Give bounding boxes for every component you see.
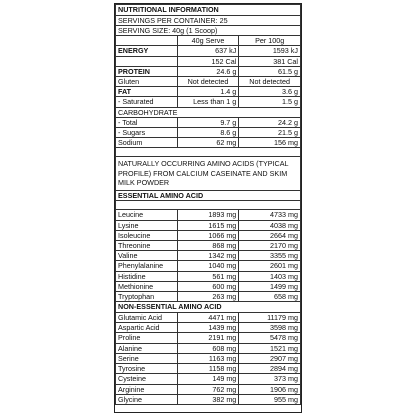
amino-acid-100g-value: 1906 mg — [239, 384, 301, 394]
nutrient-label: Gluten — [116, 77, 178, 87]
amino-acid-label: Threonine — [116, 241, 178, 251]
carbohydrate-serve-value: 8.6 g — [177, 128, 239, 138]
amino-acid-100g-value: 373 mg — [239, 374, 301, 384]
column-header-serve: 40g Serve — [177, 36, 239, 46]
carbohydrate-row — [116, 117, 301, 127]
amino-acid-100g-value: 11179 mg — [239, 313, 301, 323]
amino-acid-label: Tryptophan — [116, 292, 178, 302]
non-essential-amino-row — [116, 394, 301, 404]
amino-acid-label: Serine — [116, 353, 178, 363]
amino-acid-serve-value: 868 mg — [177, 241, 239, 251]
amino-acid-100g-value: 955 mg — [239, 394, 301, 404]
spacer-cell — [116, 201, 301, 210]
amino-acid-100g-value: 658 mg — [239, 292, 301, 302]
amino-acid-100g-value: 3598 mg — [239, 323, 301, 333]
carbohydrate-label: - Sugars — [116, 128, 178, 138]
amino-acid-label: Aspartic Acid — [116, 323, 178, 333]
spacer-cell — [116, 148, 301, 157]
non-essential-amino-row — [116, 353, 301, 363]
nutrient-serve-value: 637 kJ — [177, 46, 239, 56]
amino-acid-label: Histidine — [116, 271, 178, 281]
essential-amino-row — [116, 281, 301, 291]
amino-acid-label: Leucine — [116, 210, 178, 220]
column-header-100g: Per 100g — [239, 36, 301, 46]
amino-acid-100g-value: 3355 mg — [239, 251, 301, 261]
amino-acid-100g-value: 2170 mg — [239, 241, 301, 251]
amino-acid-label: Methionine — [116, 281, 178, 291]
amino-acid-label: Glycine — [116, 394, 178, 404]
nutrient-serve-value: Less than 1 g — [177, 97, 239, 107]
nutrient-100g-value: 61.5 g — [239, 66, 301, 76]
nutrition-panel — [114, 3, 302, 413]
non-essential-amino-row — [116, 333, 301, 343]
amino-acid-serve-value: 1893 mg — [177, 210, 239, 220]
amino-acid-serve-value: 762 mg — [177, 384, 239, 394]
amino-acid-serve-value: 1342 mg — [177, 251, 239, 261]
amino-acid-label: Arginine — [116, 384, 178, 394]
nutrient-100g-value: 3.6 g — [239, 87, 301, 97]
spacer-row — [116, 148, 301, 157]
spacer-row — [116, 201, 301, 210]
nutrient-label: FAT — [116, 87, 178, 97]
amino-acid-serve-value: 1066 mg — [177, 230, 239, 240]
essential-heading-row — [116, 190, 301, 201]
carbohydrate-100g-value: 24.2 g — [239, 117, 301, 127]
non-essential-amino-row — [116, 364, 301, 374]
amino-acid-serve-value: 608 mg — [177, 343, 239, 353]
amino-acid-label: Cysteine — [116, 374, 178, 384]
amino-acid-100g-value: 4733 mg — [239, 210, 301, 220]
essential-amino-row — [116, 261, 301, 271]
amino-acid-serve-value: 382 mg — [177, 394, 239, 404]
nutrient-row — [116, 56, 301, 66]
servings-row — [116, 15, 301, 25]
serving-size: SERVING SIZE: 40g (1 Scoop) — [116, 26, 301, 36]
non-essential-amino-row — [116, 323, 301, 333]
nutrition-table — [115, 4, 301, 405]
amino-acid-100g-value: 1521 mg — [239, 343, 301, 353]
essential-amino-row — [116, 241, 301, 251]
carbohydrate-label: Sodium — [116, 138, 178, 148]
serving-size-row — [116, 26, 301, 36]
nutrient-100g-value: 1.5 g — [239, 97, 301, 107]
nutrient-serve-value: Not detected — [177, 77, 239, 87]
nutrient-row — [116, 97, 301, 107]
nutrition-table-body — [116, 5, 301, 405]
nutrient-serve-value: 1.4 g — [177, 87, 239, 97]
nutrient-row — [116, 46, 301, 56]
carbohydrate-label: - Total — [116, 117, 178, 127]
amino-acid-100g-value: 4038 mg — [239, 220, 301, 230]
amino-acid-serve-value: 1158 mg — [177, 364, 239, 374]
amino-acid-label: Phenylalanine — [116, 261, 178, 271]
amino-acid-serve-value: 1615 mg — [177, 220, 239, 230]
essential-amino-row — [116, 220, 301, 230]
amino-acid-serve-value: 263 mg — [177, 292, 239, 302]
amino-acid-label: Alanine — [116, 343, 178, 353]
non-essential-amino-row — [116, 374, 301, 384]
nutrient-100g-value: Not detected — [239, 77, 301, 87]
carbohydrate-heading: CARBOHYDRATE — [116, 107, 301, 117]
amino-acid-label: Isoleucine — [116, 230, 178, 240]
panel-title: NUTRITIONAL INFORMATION — [116, 5, 301, 16]
amino-acid-100g-value: 2601 mg — [239, 261, 301, 271]
nutrient-row — [116, 77, 301, 87]
nutrient-row — [116, 66, 301, 76]
carbohydrate-row — [116, 128, 301, 138]
nutrient-100g-value: 1593 kJ — [239, 46, 301, 56]
title-row — [116, 5, 301, 16]
nutrient-row — [116, 87, 301, 97]
carbohydrate-100g-value: 156 mg — [239, 138, 301, 148]
essential-amino-heading: ESSENTIAL AMINO ACID — [116, 190, 301, 201]
amino-acid-100g-value: 5478 mg — [239, 333, 301, 343]
servings-per-container: SERVINGS PER CONTAINER: 25 — [116, 15, 301, 25]
amino-acid-serve-value: 1040 mg — [177, 261, 239, 271]
essential-amino-row — [116, 292, 301, 302]
amino-acid-100g-value: 1499 mg — [239, 281, 301, 291]
amino-acid-100g-value: 2664 mg — [239, 230, 301, 240]
amino-note-row — [116, 157, 301, 190]
amino-acid-serve-value: 1163 mg — [177, 353, 239, 363]
amino-acid-serve-value: 600 mg — [177, 281, 239, 291]
nutrient-label: PROTEIN — [116, 66, 178, 76]
non-essential-amino-row — [116, 343, 301, 353]
amino-acid-serve-value: 4471 mg — [177, 313, 239, 323]
amino-acid-label: Tyrosine — [116, 364, 178, 374]
amino-acid-serve-value: 2191 mg — [177, 333, 239, 343]
non-essential-amino-row — [116, 384, 301, 394]
amino-acid-serve-value: 149 mg — [177, 374, 239, 384]
nutrient-label — [116, 56, 178, 66]
carbohydrate-heading-row — [116, 107, 301, 117]
carbohydrate-100g-value: 21.5 g — [239, 128, 301, 138]
amino-acid-100g-value: 2894 mg — [239, 364, 301, 374]
amino-acid-label: Lysine — [116, 220, 178, 230]
amino-acid-label: Glutamic Acid — [116, 313, 178, 323]
essential-amino-row — [116, 271, 301, 281]
nutrient-serve-value: 24.6 g — [177, 66, 239, 76]
non-essential-heading-row — [116, 302, 301, 313]
nutrient-serve-value: 152 Cal — [177, 56, 239, 66]
nutrient-100g-value: 381 Cal — [239, 56, 301, 66]
amino-acid-serve-value: 1439 mg — [177, 323, 239, 333]
essential-amino-row — [116, 210, 301, 220]
carbohydrate-serve-value: 62 mg — [177, 138, 239, 148]
amino-acid-100g-value: 1403 mg — [239, 271, 301, 281]
amino-acid-100g-value: 2907 mg — [239, 353, 301, 363]
nutrient-label: - Saturated — [116, 97, 178, 107]
carbohydrate-row — [116, 138, 301, 148]
nutrient-label: ENERGY — [116, 46, 178, 56]
amino-acid-note: NATURALLY OCCURRING AMINO ACIDS (TYPICAL PROFILE) FROM CALCIUM CASEINATE AND SKIM MILK POWDER — [116, 157, 301, 190]
carbohydrate-serve-value: 9.7 g — [177, 117, 239, 127]
amino-acid-label: Valine — [116, 251, 178, 261]
amino-acid-label: Proline — [116, 333, 178, 343]
essential-amino-row — [116, 251, 301, 261]
amino-acid-serve-value: 561 mg — [177, 271, 239, 281]
essential-amino-row — [116, 230, 301, 240]
non-essential-amino-row — [116, 313, 301, 323]
column-header-row — [116, 36, 301, 46]
column-header-blank — [116, 36, 178, 46]
non-essential-amino-heading: NON-ESSENTIAL AMINO ACID — [116, 302, 301, 313]
